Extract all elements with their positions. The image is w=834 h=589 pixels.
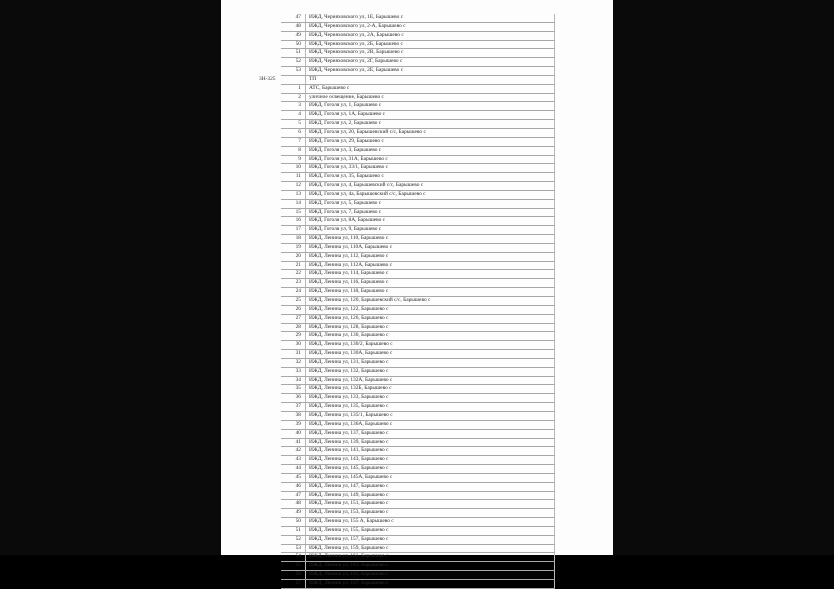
table-row (259, 385, 555, 394)
group-cell (259, 84, 281, 93)
row-number-cell: 43 (281, 456, 306, 465)
table-row (259, 411, 555, 420)
group-cell (259, 58, 281, 67)
table-row (259, 350, 555, 359)
table-row (259, 261, 555, 270)
row-number-cell: 19 (281, 243, 306, 252)
table-row (259, 279, 555, 288)
table-row (259, 31, 555, 40)
address-cell: ИЖД, Гоголя ул, 7, Барышево с (306, 208, 555, 217)
group-cell (259, 22, 281, 31)
address-cell: ИЖД, Гоголя ул, 4, Барышевский с/с, Барышево с (306, 182, 555, 191)
row-number-cell: 52 (281, 58, 306, 67)
table-row (259, 535, 555, 544)
address-cell: ИЖД, Черняховского ул, 1Е, Барышево с (306, 14, 555, 22)
address-cell: ИЖД, Гоголя ул, 5, Барышево с (306, 199, 555, 208)
row-number-cell: 48 (281, 500, 306, 509)
row-number-cell: 33 (281, 367, 306, 376)
table-row (259, 128, 555, 137)
table-row (259, 297, 555, 306)
table-row (259, 526, 555, 535)
row-number-cell: 5 (281, 120, 306, 129)
table-row (259, 500, 555, 509)
group-cell (259, 376, 281, 385)
table-row (259, 252, 555, 261)
table-row (259, 429, 555, 438)
table-row (259, 358, 555, 367)
document-page (221, 0, 613, 586)
group-cell (259, 270, 281, 279)
address-cell: ИЖД, Гоголя ул, 3, Барышево с (306, 146, 555, 155)
table-row (259, 270, 555, 279)
row-number-cell: 48 (281, 22, 306, 31)
row-number-cell: 53 (281, 544, 306, 553)
group-cell (259, 473, 281, 482)
address-cell: ИЖД, Гоголя ул, 35, Барышево с (306, 173, 555, 182)
address-cell: ИЖД, Ленина ул, 114, Барышево с (306, 270, 555, 279)
table-row (259, 199, 555, 208)
row-number-cell: 31 (281, 350, 306, 359)
address-cell: АТС, Барышево с (306, 84, 555, 93)
table-row (259, 367, 555, 376)
group-cell (259, 155, 281, 164)
address-cell: ИЖД, Ленина ул, 153, Барышево с (306, 509, 555, 518)
group-cell (259, 40, 281, 49)
row-number-cell: 3 (281, 102, 306, 111)
row-number-cell: 37 (281, 403, 306, 412)
address-cell: ИЖД, Ленина ул, 128, Барышево с (306, 323, 555, 332)
group-cell (259, 173, 281, 182)
table-row (259, 544, 555, 553)
group-cell (259, 544, 281, 553)
address-cell: ИЖД, Ленина ул, 135, Барышево с (306, 403, 555, 412)
row-number-cell: 13 (281, 190, 306, 199)
group-cell (259, 252, 281, 261)
address-cell: ИЖД, Ленина ул, 112, Барышево с (306, 252, 555, 261)
group-cell (259, 394, 281, 403)
table-row (259, 75, 555, 84)
row-number-cell: 56 (281, 571, 306, 580)
group-cell (259, 279, 281, 288)
table-row (259, 146, 555, 155)
group-cell (259, 120, 281, 129)
address-cell: ИЖД, Ленина ул, 165, Барышево с (306, 571, 555, 580)
group-cell (259, 420, 281, 429)
row-number-cell: 40 (281, 429, 306, 438)
address-cell: ИЖД, Ленина ул, 120, Барышевский с/с, Барышево с (306, 297, 555, 306)
row-number-cell: 39 (281, 420, 306, 429)
group-cell (259, 518, 281, 527)
address-table (259, 14, 555, 589)
group-cell (259, 146, 281, 155)
address-cell: ИЖД, Гоголя ул, 1, Барышево с (306, 102, 555, 111)
table-row (259, 182, 555, 191)
address-cell: ИЖД, Ленина ул, 137, Барышево с (306, 429, 555, 438)
table-row (259, 465, 555, 474)
table-row (259, 571, 555, 580)
row-number-cell: 42 (281, 447, 306, 456)
group-cell (259, 314, 281, 323)
group-cell (259, 411, 281, 420)
row-number-cell: 36 (281, 394, 306, 403)
table-row (259, 482, 555, 491)
group-cell (259, 31, 281, 40)
address-cell: ИЖД, Ленина ул, 131, Барышево с (306, 358, 555, 367)
row-number-cell: 17 (281, 226, 306, 235)
row-number-cell: 25 (281, 297, 306, 306)
address-cell: ИЖД, Ленина ул, 110, Барышево с (306, 235, 555, 244)
row-number-cell: 32 (281, 358, 306, 367)
address-cell: ИЖД, Ленина ул, 157, Барышево с (306, 535, 555, 544)
table-row (259, 67, 555, 76)
address-cell: ИЖД, Ленина ул, 126, Барышево с (306, 314, 555, 323)
row-number-cell: 29 (281, 332, 306, 341)
table-row (259, 314, 555, 323)
row-number-cell: 23 (281, 279, 306, 288)
group-cell (259, 358, 281, 367)
row-number-cell: 12 (281, 182, 306, 191)
address-cell: ИЖД, Ленина ул, 159, Барышево с (306, 544, 555, 553)
row-number-cell: 44 (281, 465, 306, 474)
row-number-cell: 38 (281, 411, 306, 420)
address-cell: ИЖД, Гоголя ул, 4а, Барышевский с/с, Барышево с (306, 190, 555, 199)
group-cell (259, 367, 281, 376)
row-number-cell: 55 (281, 562, 306, 571)
group-cell (259, 456, 281, 465)
address-cell: ИЖД, Ленина ул, 130, Барышево с (306, 332, 555, 341)
row-number-cell: 18 (281, 235, 306, 244)
group-cell (259, 509, 281, 518)
group-cell (259, 562, 281, 571)
group-cell (259, 305, 281, 314)
group-cell (259, 182, 281, 191)
address-cell: ИЖД, Ленина ул, 163, Барышево с (306, 562, 555, 571)
address-cell: ИЖД, Ленина ул, 145А, Барышево с (306, 473, 555, 482)
group-cell (259, 403, 281, 412)
group-cell (259, 243, 281, 252)
row-number-cell: 52 (281, 535, 306, 544)
table-row (259, 111, 555, 120)
group-cell (259, 429, 281, 438)
group-cell: 3Н-325 (259, 75, 276, 82)
group-cell (259, 438, 281, 447)
address-cell: ИЖД, Гоголя ул, 31А, Барышево с (306, 155, 555, 164)
row-number-cell: 8 (281, 146, 306, 155)
table-row (259, 243, 555, 252)
row-number-cell: 7 (281, 137, 306, 146)
address-cell: ИЖД, Ленина ул, 145, Барышево с (306, 465, 555, 474)
group-cell (259, 385, 281, 394)
address-cell: ИЖД, Ленина ул, 155, Барышево с (306, 526, 555, 535)
group-cell (259, 535, 281, 544)
group-cell (259, 491, 281, 500)
address-cell: ИЖД, Черняховского ул, 2Г, Барышево с (306, 58, 555, 67)
address-cell: ИЖД, Черняховского ул, 2-А, Барышево с (306, 22, 555, 31)
row-number-cell: 54 (281, 553, 306, 562)
group-cell (259, 482, 281, 491)
group-cell (259, 137, 281, 146)
address-cell: ТП (306, 75, 555, 84)
address-cell: ИЖД, Черняховского ул, 2Б, Барышево с (306, 40, 555, 49)
row-number-cell: 15 (281, 208, 306, 217)
address-cell: ИЖД, Ленина ул, 167, Барышево с (306, 580, 555, 589)
group-cell (259, 217, 281, 226)
address-cell: ИЖД, Гоголя ул, 33/1, Барышево с (306, 164, 555, 173)
table-row (259, 518, 555, 527)
row-number-cell: 30 (281, 341, 306, 350)
table-row (259, 120, 555, 129)
address-cell: ИЖД, Гоголя ул, 9, Барышево с (306, 226, 555, 235)
table-row (259, 40, 555, 49)
row-number-cell: 1 (281, 84, 306, 93)
table-row (259, 447, 555, 456)
row-number-cell: 53 (281, 67, 306, 76)
group-cell (259, 164, 281, 173)
table-row (259, 235, 555, 244)
group-cell (259, 111, 281, 120)
table-row (259, 288, 555, 297)
row-number-cell (281, 75, 306, 84)
group-cell (259, 526, 281, 535)
row-number-cell: 4 (281, 111, 306, 120)
group-cell (259, 235, 281, 244)
address-cell: ИЖД, Черняховского ул, 2А, Барышево с (306, 31, 555, 40)
table-row (259, 58, 555, 67)
table-row (259, 14, 555, 22)
group-cell (259, 447, 281, 456)
table-row (259, 84, 555, 93)
row-number-cell: 21 (281, 261, 306, 270)
group-cell (259, 67, 281, 76)
group-cell (259, 288, 281, 297)
address-cell: ИЖД, Гоголя ул, 29, Барышево с (306, 137, 555, 146)
table-row (259, 93, 555, 102)
address-cell: ИЖД, Ленина ул, 151, Барышево с (306, 500, 555, 509)
group-cell (259, 261, 281, 270)
group-cell (259, 297, 281, 306)
address-cell: ИЖД, Ленина ул, 110А, Барышево с (306, 243, 555, 252)
table-row (259, 155, 555, 164)
group-cell (259, 128, 281, 137)
address-cell: ИЖД, Ленина ул, 136А, Барышево с (306, 420, 555, 429)
address-cell: ИЖД, Ленина ул, 130/2, Барышево с (306, 341, 555, 350)
row-number-cell: 6 (281, 128, 306, 137)
row-number-cell: 26 (281, 305, 306, 314)
row-number-cell: 45 (281, 473, 306, 482)
row-number-cell: 27 (281, 314, 306, 323)
row-number-cell: 57 (281, 580, 306, 589)
group-cell (259, 226, 281, 235)
address-cell: ИЖД, Ленина ул, 135/1, Барышево с (306, 411, 555, 420)
table-row (259, 509, 555, 518)
row-number-cell: 49 (281, 509, 306, 518)
table-row (259, 403, 555, 412)
address-cell: ИЖД, Ленина ул, 133, Барышево с (306, 394, 555, 403)
group-cell (259, 580, 281, 589)
table-row (259, 49, 555, 58)
table-row (259, 217, 555, 226)
row-number-cell: 46 (281, 482, 306, 491)
row-number-cell: 22 (281, 270, 306, 279)
table-row (259, 173, 555, 182)
table-row (259, 305, 555, 314)
table-row (259, 553, 555, 562)
address-cell: ИЖД, Ленина ул, 143, Барышево с (306, 456, 555, 465)
table-row (259, 190, 555, 199)
table-row (259, 491, 555, 500)
table-row (259, 473, 555, 482)
row-number-cell: 28 (281, 323, 306, 332)
table-row (259, 226, 555, 235)
group-cell (259, 199, 281, 208)
table-row (259, 562, 555, 571)
group-cell (259, 190, 281, 199)
table-row (259, 102, 555, 111)
row-number-cell: 50 (281, 40, 306, 49)
table-row (259, 208, 555, 217)
group-cell (259, 350, 281, 359)
row-number-cell: 2 (281, 93, 306, 102)
address-cell: ИЖД, Гоголя ул, 8А, Барышево с (306, 217, 555, 226)
row-number-cell: 49 (281, 31, 306, 40)
row-number-cell: 10 (281, 164, 306, 173)
address-cell: ИЖД, Ленина ул, 147, Барышево с (306, 482, 555, 491)
group-cell (259, 341, 281, 350)
row-number-cell: 50 (281, 518, 306, 527)
table-row (259, 376, 555, 385)
row-number-cell: 47 (281, 491, 306, 500)
address-table-body (259, 14, 555, 588)
address-cell: уличное освещение, Барышево с (306, 93, 555, 102)
group-cell (259, 14, 281, 22)
table-row (259, 394, 555, 403)
address-cell: ИЖД, Ленина ул, 149, Барышево с (306, 491, 555, 500)
row-number-cell: 51 (281, 49, 306, 58)
row-number-cell: 16 (281, 217, 306, 226)
address-cell: ИЖД, Ленина ул, 155 А, Барышево с (306, 518, 555, 527)
address-cell: ИЖД, Ленина ул, 139, Барышево с (306, 438, 555, 447)
address-cell: ИЖД, Ленина ул, 161, Барышево с (306, 553, 555, 562)
address-cell: ИЖД, Ленина ул, 132Б, Барышево с (306, 385, 555, 394)
group-cell (259, 500, 281, 509)
address-cell: ИЖД, Гоголя ул, 2, Барышево с (306, 120, 555, 129)
table-row (259, 137, 555, 146)
address-cell: ИЖД, Ленина ул, 112А, Барышево с (306, 261, 555, 270)
group-cell (259, 553, 281, 562)
address-cell: ИЖД, Гоголя ул, 1А, Барышево с (306, 111, 555, 120)
row-number-cell: 41 (281, 438, 306, 447)
table-row (259, 580, 555, 589)
row-number-cell: 24 (281, 288, 306, 297)
group-cell (259, 93, 281, 102)
row-number-cell: 51 (281, 526, 306, 535)
address-cell: ИЖД, Ленина ул, 132А, Барышево с (306, 376, 555, 385)
group-cell (259, 49, 281, 58)
group-cell (259, 571, 281, 580)
row-number-cell: 20 (281, 252, 306, 261)
group-cell (259, 465, 281, 474)
table-row (259, 438, 555, 447)
table-row (259, 22, 555, 31)
group-cell (259, 208, 281, 217)
address-cell: ИЖД, Ленина ул, 141, Барышево с (306, 447, 555, 456)
row-number-cell: 34 (281, 376, 306, 385)
table-row (259, 332, 555, 341)
address-cell: ИЖД, Гоголя ул, 20, Барышевский с/с, Барышево с (306, 128, 555, 137)
table-row (259, 323, 555, 332)
row-number-cell: 11 (281, 173, 306, 182)
group-cell (259, 102, 281, 111)
row-number-cell: 47 (281, 14, 306, 22)
address-cell: ИЖД, Черняховского ул, 2Е, Барышево с (306, 67, 555, 76)
row-number-cell: 14 (281, 199, 306, 208)
table-row (259, 164, 555, 173)
group-cell (259, 332, 281, 341)
row-number-cell: 9 (281, 155, 306, 164)
table-row (259, 341, 555, 350)
address-cell: ИЖД, Ленина ул, 130А, Барышево с (306, 350, 555, 359)
table-row (259, 420, 555, 429)
address-cell: ИЖД, Ленина ул, 116, Барышево с (306, 279, 555, 288)
table-row (259, 456, 555, 465)
row-number-cell: 35 (281, 385, 306, 394)
address-cell: ИЖД, Ленина ул, 118, Барышево с (306, 288, 555, 297)
address-cell: ИЖД, Черняховского ул, 2В, Барышево с (306, 49, 555, 58)
address-cell: ИЖД, Ленина ул, 132, Барышево с (306, 367, 555, 376)
group-cell (259, 323, 281, 332)
address-cell: ИЖД, Ленина ул, 122, Барышево с (306, 305, 555, 314)
